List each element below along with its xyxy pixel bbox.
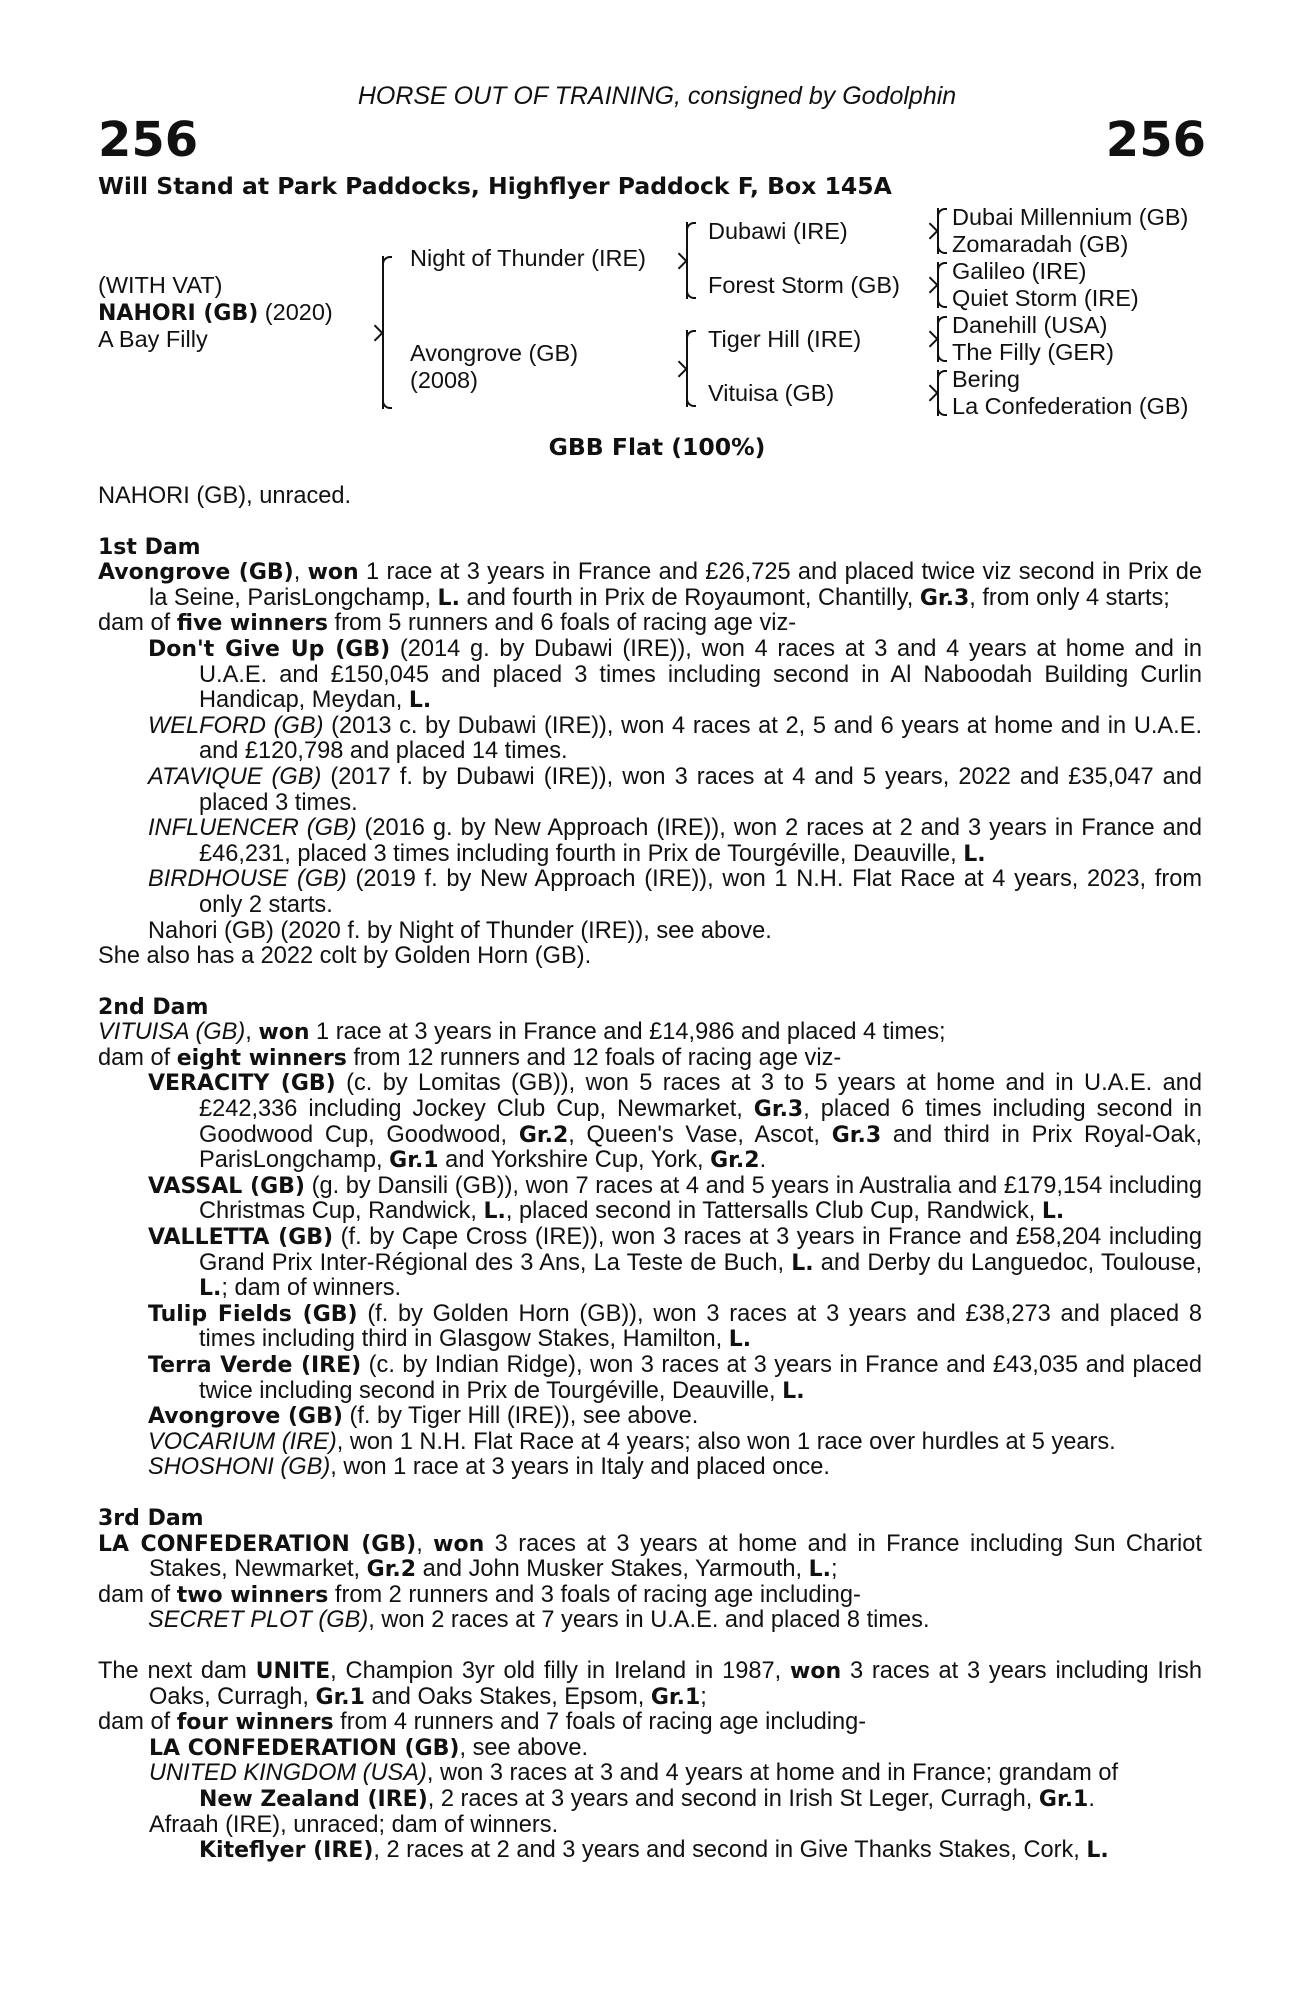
pedigree-brace-3a (937, 208, 939, 254)
produce-entry: Nahori (GB) (2020 f. by Night of Thunder (IRE)), see above. (148, 917, 772, 944)
produce-entry: VALLETTA (GB) (f. by Cape Cross (IRE)), won 3 races at 3 years in France and £58,204 including Grand Prix Inter-Régional des 3 Ans, La Teste de Buch, L. and Derby du Languedoc, Toulouse, L.; dam of winners. (148, 1224, 1203, 1302)
dam-year: (2008) (410, 367, 478, 393)
stand-location: Will Stand at Park Paddocks, Highflyer Paddock F, Box 145A (98, 172, 892, 200)
grand-produce-entry: Kiteflyer (IRE), 2 races at 2 and 3 years and second in Give Thanks Stakes, Cork, L. (199, 1837, 1109, 1864)
lot-number-left: 256 (98, 112, 199, 168)
produce-entry: BIRDHOUSE (GB) (2019 f. by New Approach (IRE)), won 1 N.H. Flat Race at 4 years, 2023, from only 2 starts. (148, 866, 1202, 918)
gen3-1: Dubai Millennium (GB) (952, 204, 1189, 230)
horse-description: A Bay Filly (98, 326, 208, 352)
dam-dam: Vituisa (GB) (708, 380, 835, 406)
gen3-5: Danehill (USA) (952, 312, 1108, 338)
produce-entry: Avongrove (GB) (f. by Tiger Hill (IRE)), see above. (148, 1403, 699, 1430)
horse-name: NAHORI (GB) (2020) (98, 299, 333, 326)
produce-entry: LA CONFEDERATION (GB), see above. (149, 1734, 589, 1761)
produce-entry: SECRET PLOT (GB), won 2 races at 7 years in U.A.E. and placed 8 times. (148, 1607, 930, 1634)
third-dam-heading: 3rd Dam (98, 1505, 204, 1531)
pedigree-brace-3c (937, 316, 939, 362)
next-dam-produce-summary: dam of four winners from 4 runners and 7 foals of racing age including- (98, 1709, 867, 1736)
catalogue-body (98, 484, 1202, 1864)
produce-entry: VASSAL (GB) (g. by Dansili (GB)), won 7 races at 4 and 5 years in Australia and £179,154 including Christmas Cup, Randwick, L., placed second in Tattersalls Club Cup, Randwick, L. (148, 1172, 1202, 1225)
produce-entry: VOCARIUM (IRE), won 1 N.H. Flat Race at 4 years; also won 1 race over hurdles at 5 years. (148, 1428, 1116, 1455)
consignment-header: HORSE OUT OF TRAINING, consigned by Godolphin (357, 82, 957, 110)
sire: Night of Thunder (IRE) (410, 245, 646, 271)
produce-entry: Afraah (IRE), unraced; dam of winners. (149, 1811, 559, 1838)
gen3-8: La Confederation (GB) (952, 393, 1189, 419)
dam: Avongrove (GB) (410, 340, 579, 366)
pedigree-brace-2a (686, 222, 688, 299)
first-dam-entry: Avongrove (GB), won 1 race at 3 years in France and £26,725 and placed twice viz second in Prix de la Seine, ParisLongchamp, L. and fourth in Prix de Royaumont, Chantilly, Gr.3, from only 4 starts; (98, 559, 1202, 611)
vat-note: (WITH VAT) (98, 272, 223, 298)
gen3-2: Zomaradah (GB) (952, 231, 1129, 257)
pedigree-brace-3d (937, 370, 939, 416)
pedigree-brace-3b (937, 262, 939, 308)
third-dam-produce-summary: dam of two winners from 2 runners and 3 foals of racing age including- (98, 1581, 861, 1608)
produce-entry: VERACITY (GB) (c. by Lomitas (GB)), won 5 races at 3 to 5 years at home and in U.A.E. and £242,336 including Jockey Club Cup, Newmarket, Gr.3, placed 6 times including second in Goodwood Cup, Goodwood, Gr.2, Queen's Vase, Ascot, Gr.3 and third in Prix Royal-Oak, ParisLongchamp, Gr.1 and Yorkshire Cup, York, Gr.2. (148, 1070, 1202, 1174)
second-dam-heading: 2nd Dam (98, 994, 209, 1020)
pedigree-brace-1 (382, 256, 384, 409)
produce-entry: Don't Give Up (GB) (2014 g. by Dubawi (IRE)), won 4 races at 3 and 4 years at home and in U.A.E. and £150,045 and placed 3 times including second in Al Naboodah Building Curlin Handicap, Meydan, L. (148, 635, 1202, 714)
intro-line: NAHORI (GB), unraced. (98, 483, 352, 509)
produce-entry: INFLUENCER (GB) (2016 g. by New Approach (IRE)), won 2 races at 2 and 3 years in France and £46,231, placed 3 times including fourth in Prix de Tourgéville, Deauville, L. (148, 815, 1202, 867)
gen3-3: Galileo (IRE) (952, 258, 1087, 284)
second-dam-entry: VITUISA (GB), won 1 race at 3 years in France and £14,986 and placed 4 times; (98, 1019, 946, 1046)
gen3-4: Quiet Storm (IRE) (952, 285, 1139, 311)
sire-dam: Forest Storm (GB) (708, 272, 900, 298)
produce-entry: Terra Verde (IRE) (c. by Indian Ridge), won 3 races at 3 years in France and £43,035 and placed twice including second in Prix de Tourgéville, Deauville, L. (148, 1352, 1202, 1404)
gen3-7: Bering (952, 366, 1020, 392)
rating: GBB Flat (100%) (548, 433, 766, 461)
next-dam-entry: The next dam UNITE, Champion 3yr old filly in Ireland in 1987, won 3 races at 3 years including Irish Oaks, Curragh, Gr.1 and Oaks Stakes, Epsom, Gr.1; (98, 1657, 1202, 1710)
sire-sire: Dubawi (IRE) (708, 218, 848, 244)
produce-entry: ATAVIQUE (GB) (2017 f. by Dubawi (IRE)), won 3 races at 4 and 5 years, 2022 and £35,047 and placed 3 times. (148, 763, 1203, 816)
second-dam-produce-summary: dam of eight winners from 12 runners and 12 foals of racing age viz- (98, 1044, 842, 1071)
also-has-line: She also has a 2022 colt by Golden Horn (GB). (98, 943, 592, 970)
produce-entry: Tulip Fields (GB) (f. by Golden Horn (GB)), won 3 races at 3 years and £38,273 and placed 8 times including third in Glasgow Stakes, Hamilton, L. (148, 1300, 1202, 1353)
gen3-6: The Filly (GER) (952, 339, 1114, 365)
produce-entry: WELFORD (GB) (2013 c. by Dubawi (IRE)), won 4 races at 2, 5 and 6 years at home and in U.A.E. and £120,798 and placed 14 times. (148, 712, 1202, 765)
lot-number-right: 256 (1105, 112, 1206, 168)
first-dam-produce-summary: dam of five winners from 5 runners and 6 foals of racing age viz- (98, 610, 797, 637)
produce-entry: UNITED KINGDOM (USA), won 3 races at 3 and 4 years at home and in France; grandam of (149, 1760, 1119, 1787)
dam-sire: Tiger Hill (IRE) (708, 326, 862, 352)
third-dam-entry: LA CONFEDERATION (GB), won 3 races at 3 years at home and in France including Sun Chariot Stakes, Newmarket, Gr.2 and John Musker Stakes, Yarmouth, L.; (98, 1530, 1202, 1583)
grand-produce-entry: New Zealand (IRE), 2 races at 3 years and second in Irish St Leger, Curragh, Gr.1. (199, 1785, 1095, 1812)
produce-entry: SHOSHONI (GB), won 1 race at 3 years in Italy and placed once. (148, 1454, 830, 1481)
pedigree-brace-2b (686, 330, 688, 407)
first-dam-heading: 1st Dam (98, 534, 201, 560)
